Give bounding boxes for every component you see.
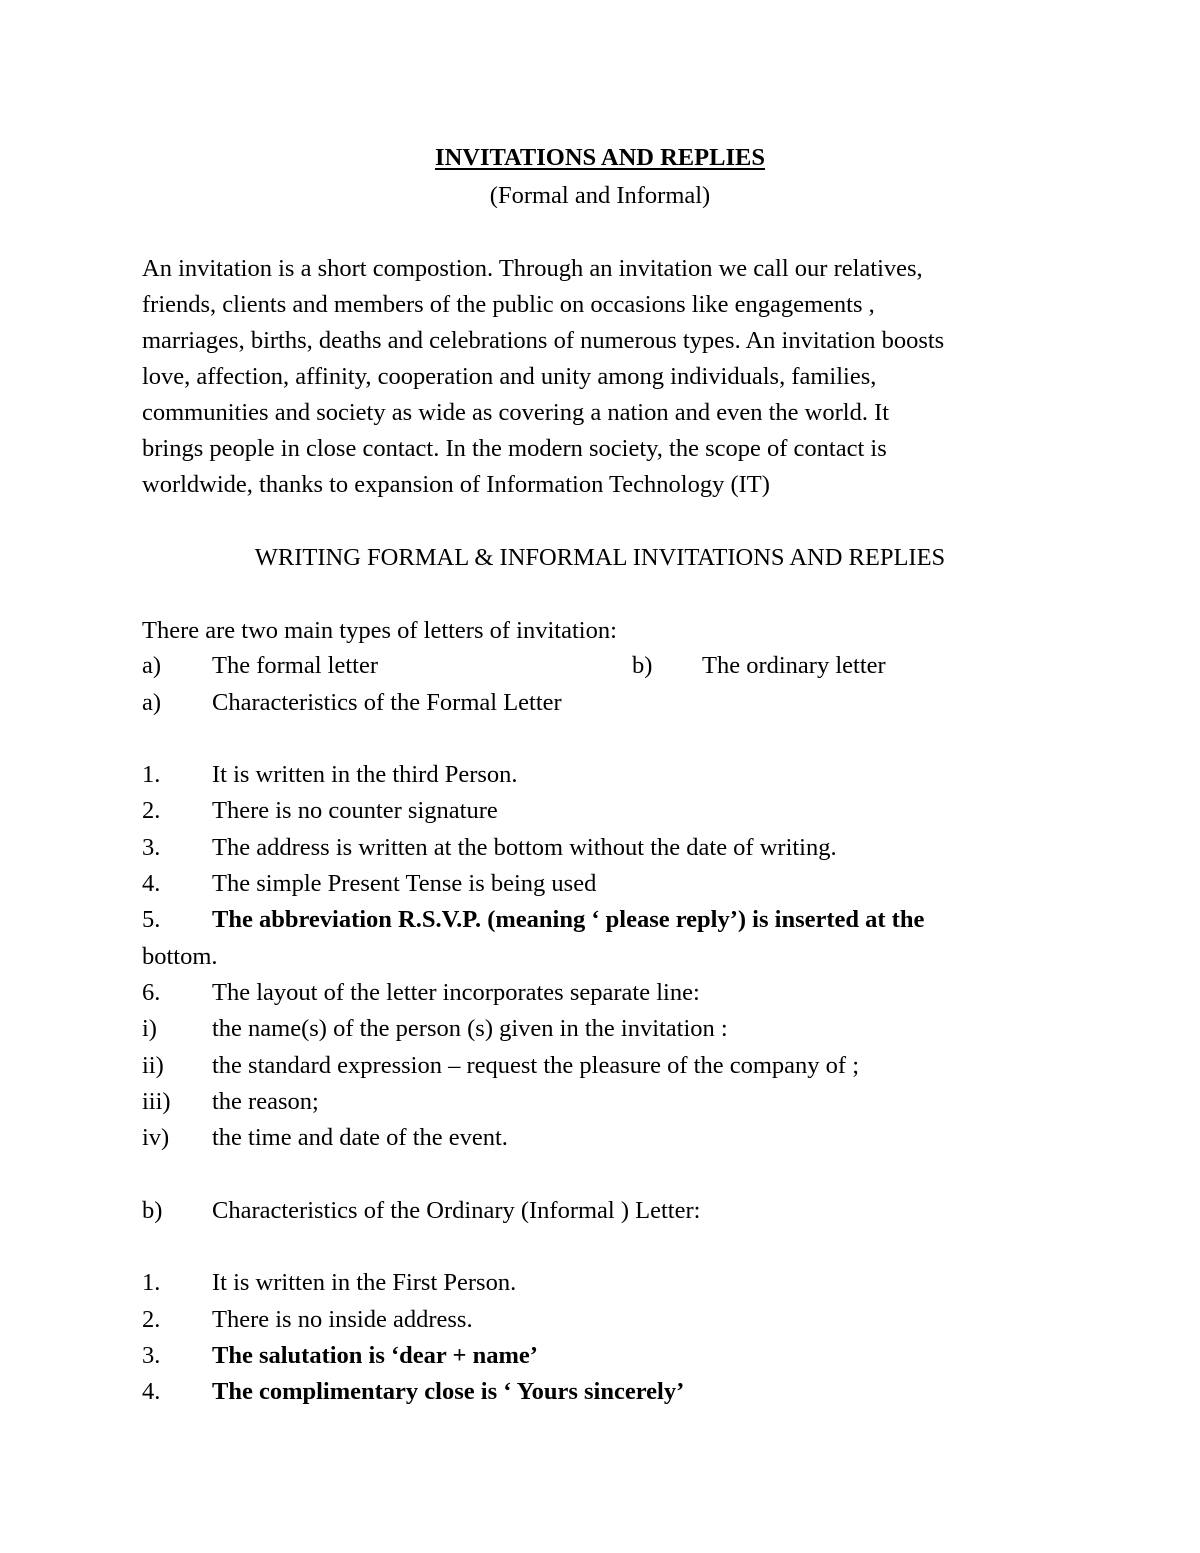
formal-heading <box>142 688 562 718</box>
sub-item-text: the time and date of the event. <box>212 1124 508 1151</box>
type-text: The ordinary letter <box>702 652 886 679</box>
document-subtitle: (Formal and Informal) <box>489 182 711 209</box>
list-item <box>142 760 518 790</box>
sub-item-label: iv) <box>142 1124 170 1151</box>
item-text: The salutation is ‘dear + name’ <box>212 1342 538 1369</box>
item-continuation: bottom. <box>142 943 218 970</box>
intro-line: love, affection, affinity, cooperation and unity among individuals, families, <box>142 363 877 390</box>
item-text: The complimentary close is ‘ Yours sincerely’ <box>212 1378 685 1405</box>
sub-list-item <box>142 1014 728 1044</box>
list-item <box>142 978 700 1008</box>
type-label: b) <box>632 652 653 679</box>
item-number: 3. <box>142 834 161 861</box>
item-text: The address is written at the bottom without the date of writing. <box>212 834 837 861</box>
sub-list-item <box>142 1123 508 1153</box>
list-item <box>142 1305 473 1335</box>
item-text: There is no counter signature <box>212 797 498 824</box>
list-item <box>142 796 498 826</box>
item-number: 1. <box>142 1269 161 1296</box>
intro-line: worldwide, thanks to expansion of Information Technology (IT) <box>142 471 770 498</box>
type-label: a) <box>142 652 162 679</box>
item-number: 1. <box>142 761 161 788</box>
intro-line: brings people in close contact. In the modern society, the scope of contact is <box>142 435 887 462</box>
item-text: The abbreviation R.S.V.P. (meaning ‘ please reply’) is inserted at the <box>212 906 925 933</box>
types-intro: There are two main types of letters of invitation: <box>142 617 617 644</box>
sub-item-label: ii) <box>142 1052 164 1079</box>
intro-line: An invitation is a short compostion. Through an invitation we call our relatives, <box>142 255 923 282</box>
item-text: It is written in the third Person. <box>212 761 518 788</box>
document-title: INVITATIONS AND REPLIES <box>435 144 765 171</box>
list-item <box>142 1377 684 1407</box>
item-text: There is no inside address. <box>212 1306 473 1333</box>
informal-heading <box>142 1196 700 1226</box>
item-text: The simple Present Tense is being used <box>212 870 597 897</box>
formal-heading-text: Characteristics of the Formal Letter <box>212 689 562 716</box>
sub-item-text: the name(s) of the person (s) given in the invitation : <box>212 1015 728 1042</box>
intro-line: friends, clients and members of the public on occasions like engagements , <box>142 291 875 318</box>
sub-item-label: i) <box>142 1015 157 1042</box>
item-number: 4. <box>142 1378 161 1405</box>
informal-heading-label: b) <box>142 1197 163 1224</box>
item-number: 4. <box>142 870 161 897</box>
sub-list-item <box>142 1087 319 1117</box>
sub-item-label: iii) <box>142 1088 171 1115</box>
informal-heading-text: Characteristics of the Ordinary (Informal ) Letter: <box>212 1197 701 1224</box>
sub-list-item <box>142 1051 859 1081</box>
list-item <box>142 869 596 899</box>
item-number: 2. <box>142 1306 161 1333</box>
item-text: It is written in the First Person. <box>212 1269 517 1296</box>
item-number: 5. <box>142 906 161 933</box>
intro-line: marriages, births, deaths and celebrations of numerous types. An invitation boosts <box>142 327 945 354</box>
list-item <box>142 1341 538 1371</box>
type-second <box>632 651 886 681</box>
intro-line: communities and society as wide as covering a nation and even the world. It <box>142 399 890 426</box>
formal-heading-label: a) <box>142 689 162 716</box>
item-number: 2. <box>142 797 161 824</box>
list-item <box>142 1268 516 1298</box>
types-row <box>142 651 886 681</box>
type-text: The formal letter <box>212 652 378 679</box>
item-number: 3. <box>142 1342 161 1369</box>
list-item <box>142 833 837 863</box>
list-item <box>142 905 924 935</box>
sub-item-text: the standard expression – request the pleasure of the company of ; <box>212 1052 860 1079</box>
section-heading: WRITING FORMAL & INFORMAL INVITATIONS AND REPLIES <box>254 544 946 571</box>
sub-item-text: the reason; <box>212 1088 319 1115</box>
item-text: The layout of the letter incorporates separate line: <box>212 979 700 1006</box>
item-number: 6. <box>142 979 161 1006</box>
